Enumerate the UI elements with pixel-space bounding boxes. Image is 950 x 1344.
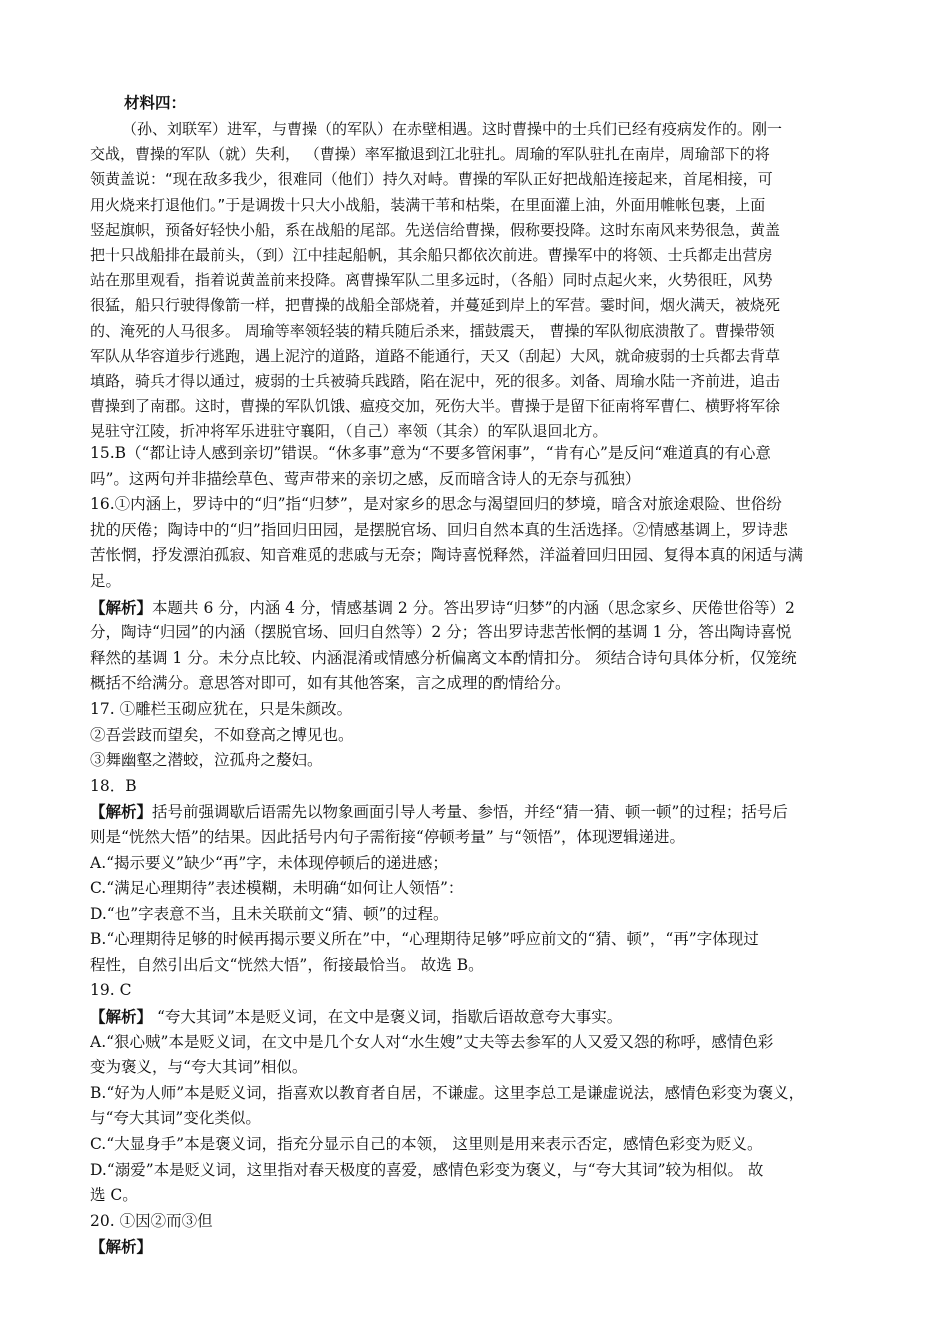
q16-analysis-line: 释然的基调 1 分。未分点比较、内涵混淆或情感分析偏离文本酌情扣分。 须结合诗句具体分析，仅笼统 — [90, 648, 797, 667]
analysis-tag: 【解析】 — [90, 802, 153, 822]
q16-analysis-line: 概括不给满分。意思答对即可，如有其他答案，言之成理的酌情给分。 — [90, 674, 571, 693]
material-line: 竖起旗帜，预备好轻快小船，系在战船的尾部。先送信给曹操，假称要投降。这时东南风来势很急，黄盖 — [90, 220, 781, 239]
q19-analysis-line: D.“溺爱”本是贬义词，这里指对春天极度的喜爱，感情色彩变为褒义，与“夸大其词”较为相似。 故 — [90, 1160, 764, 1179]
q19-analysis-line: 变为褒义，与“夸大其词”相似。 — [90, 1058, 308, 1077]
q16-line: 足。 — [90, 571, 122, 590]
answer-section — [90, 441, 862, 1260]
q16-analysis-line — [90, 595, 862, 621]
analysis-text: 括号前强调歇后语需先以物象画面引导人考量、参悟，并经“猜一猜、顿一顿”的过程；括号后 — [152, 803, 788, 822]
q16-line: 扰的厌倦；陶诗中的“归”指回归田园，是摆脱官场、回归自然本真的生活选择。②情感基调上，罗诗悲 — [90, 520, 788, 539]
material-line: 把十只战船排在最前头，（到）江中挂起船帆，其余船只都依次前进。曹操军中的将领、士兵都走出营房 — [90, 245, 773, 264]
analysis-tag: 【解析】 — [90, 597, 153, 617]
material-line: 军队从华容道步行逃跑，遇上泥泞的道路，道路不能通行，天又（刮起）大风，就命疲弱的士兵都去背草 — [90, 346, 781, 365]
q16-line: 16.①内涵上，罗诗中的“归”指“归梦”，是对家乡的思念与渴望回归的梦境，暗含对旅途艰险、世俗纷 — [90, 495, 782, 514]
material-line: 用火烧来打退他们。”于是调拨十只大小战船，装满干苇和枯柴，在里面灌上油，外面用帷帐包裹，上面 — [90, 195, 766, 214]
material-line: 晃驻守江陵，折冲将军乐进驻守襄阳，（自己）率领（其余）的军队退回北方。 — [90, 422, 608, 441]
q18-analysis-line: 程性，自然引出后文“恍然大悟”，衔接最恰当。 故选 B。 — [90, 955, 484, 974]
material-line: （孙、刘联军）进军，与曹操（的军队）在赤壁相遇。这时曹操中的士兵们已经有疫病发作的。刚一 — [122, 120, 783, 138]
material-line: 的、淹死的人马很多。 周瑜等率领轻装的精兵随后杀来，擂鼓震天， 曹操的军队彻底溃散了。曹操带领 — [90, 321, 775, 340]
q18-answer: 18．B — [90, 776, 137, 795]
material-line: 交战，曹操的军队（就）失利， （曹操）率军撤退到江北驻扎。周瑜的军队驻扎在南岸，周瑜部下的将 — [90, 145, 770, 164]
q18-analysis-line: 则是“恍然大悟”的结果。因此括号内句子需衔接“停顿考量” 与“领悟”，体现逻辑递进。 — [90, 827, 685, 846]
q20-analysis-tag: 【解析】 — [90, 1237, 153, 1257]
q18-analysis-line: A.“揭示要义”缺少“再”字，未体现停顿后的递进感； — [90, 853, 448, 872]
q19-answer: 19. C — [90, 981, 132, 1000]
q15-line: 吗”。这两句并非描绘草色、莺声带来的亲切之感，反而暗含诗人的无奈与孤独） — [90, 469, 641, 488]
q19-analysis-line — [90, 1004, 862, 1030]
q17-line: ②吾尝跂而望矣，不如登高之博见也。 — [90, 725, 354, 744]
q19-analysis-line: 与“夸大其词”变化类似。 — [90, 1109, 261, 1128]
q17-line: ③舞幽壑之潜蛟，泣孤舟之嫠妇。 — [90, 751, 323, 770]
q19-analysis-line: C.“大显身手”本是褒义词，指充分显示自己的本领， 这里则是用来表示否定，感情色彩变为贬义。 — [90, 1135, 763, 1154]
q18-analysis-line: C.“满足心理期待”表述模糊，未明确“如何让人领悟”： — [90, 879, 464, 898]
q19-analysis-line: A.“狠心贼”本是贬义词，在文中是几个女人对“水生嫂”丈夫等去参军的人又爱又怨的称呼，感情色彩 — [90, 1032, 774, 1051]
q16-line: 苦怅惘，抒发漂泊孤寂、知音难觅的悲戚与无奈；陶诗喜悦释然，洋溢着回归田园、复得本真的闲适与满 — [90, 546, 804, 565]
q19-analysis-line: 选 C。 — [90, 1186, 138, 1205]
q18-analysis-line — [90, 799, 862, 825]
q15-line: 15.B（“都让诗人感到亲切”错误。“休多事”意为“不要多管闲事”，“肯有心”是反问“难道真的有心意 — [90, 444, 771, 462]
q20-answer: 20. ①因②而③但 — [90, 1211, 213, 1230]
analysis-text: 本题共 6 分，内涵 4 分，情感基调 2 分。答出罗诗“归梦”的内涵（思念家乡、厌倦世俗等）2 — [152, 598, 795, 617]
q18-analysis-line: D.“也”字表意不当，且未关联前文“猜、顿”的过程。 — [90, 904, 449, 923]
material-line: 曹操到了南郡。这时，曹操的军队饥饿、瘟疫交加，死伤大半。曹操于是留下征南将军曹仁、横野将军徐 — [90, 397, 781, 416]
material-line: 站在那里观看，指着说黄盖前来投降。离曹操军队二里多远时，（各船）同时点起火来，火势很旺，风势 — [90, 271, 773, 290]
q18-analysis-line: B.“心理期待足够的时候再揭示要义所在”中，“心理期待足够”呼应前文的“猜、顿”，“再”字体现过 — [90, 930, 759, 949]
analysis-tag: 【解析】 — [90, 1007, 153, 1027]
q19-analysis-line: B.“好为人师”本是贬义词，指喜欢以教育者自居，不谦虚。这里李总工是谦虚说法，感情色彩变为褒义， — [90, 1083, 805, 1102]
material-four-title: 材料四： — [124, 93, 187, 112]
material-four-body — [90, 117, 862, 444]
material-line: 领黄盖说：“现在敌多我少，很难同（他们）持久对峙。曹操的军队正好把战船连接起来，首尾相接，可 — [90, 170, 773, 189]
analysis-text: “夸大其词”本是贬义词，在文中是褒义词，指歇后语故意夸大事实。 — [152, 1008, 623, 1027]
q16-analysis-line: 分，陶诗“归园”的内涵（摆脱官场、回归自然等）2 分；答出罗诗悲苦怅惘的基调 1 分，答出陶诗喜悦 — [90, 623, 792, 642]
q17-line: 17. ①雕栏玉砌应犹在，只是朱颜改。 — [90, 699, 353, 718]
material-line: 很猛，船只行驶得像箭一样，把曹操的战船全部烧着，并蔓延到岸上的军营。霎时间，烟火满天，被烧死 — [90, 296, 781, 315]
material-line: 填路，骑兵才得以通过，疲弱的士兵被骑兵践踏，陷在泥中，死的很多。刘备、周瑜水陆一齐前进，追击 — [90, 371, 781, 390]
